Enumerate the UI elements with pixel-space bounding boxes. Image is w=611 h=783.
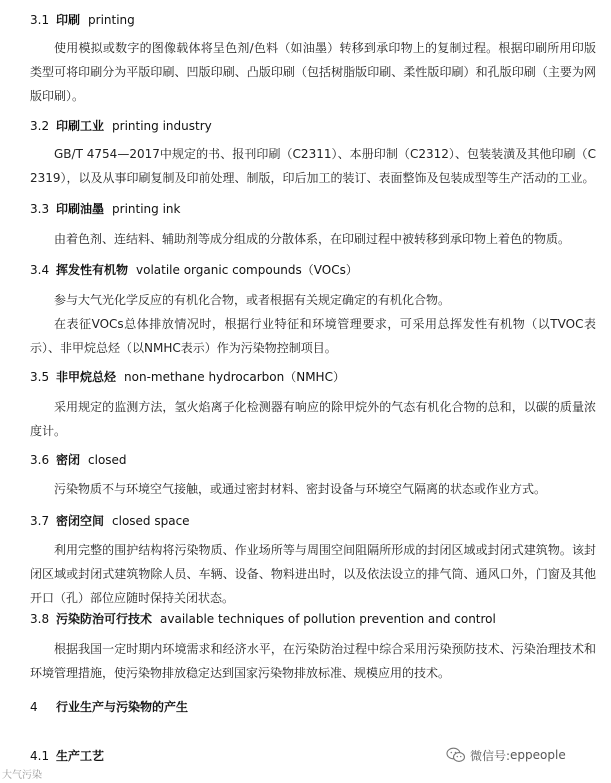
section-paragraph: 使用模拟或数字的图像载体将呈色剂/色料（如油墨）转移到承印物上的复制过程。根据印刷所用印版类型可将印刷分为平版印刷、凹版印刷、凸版印刷（包括树脂版印刷、柔性版印刷）和孔版印刷（主要为网版印刷）。: [30, 41, 596, 103]
subsection-heading: 4.1 生产工艺: [30, 749, 105, 763]
section-heading: 3.4 挥发性有机物 volatile organic compounds（VOCs）: [30, 263, 358, 277]
section-heading: 3.3 印刷油墨 printing ink: [30, 202, 181, 216]
section-heading: 3.7 密闭空间 closed space: [30, 514, 190, 528]
wechat-label: 微信号:: [470, 748, 511, 763]
section-heading: 3.1 印刷 printing: [30, 13, 135, 27]
section-heading: 3.2 印刷工业 printing industry: [30, 119, 212, 133]
section-heading: 3.6 密闭 closed: [30, 453, 127, 467]
section-paragraph: 污染物质不与环境空气接触，或通过密封材料、密封设备与环境空气隔离的状态或作业方式。: [54, 482, 547, 496]
corner-watermark: 大气污染: [2, 770, 42, 781]
section-heading: 3.5 非甲烷总烃 non-methane hydrocarbon（NMHC）: [30, 370, 345, 384]
section-paragraph: 由着色剂、连结料、辅助剂等成分组成的分散体系，在印刷过程中被转移到承印物上着色的物质。: [54, 232, 571, 246]
wechat-id: eppeople: [510, 748, 566, 762]
section-paragraph: 利用完整的围护结构将污染物质、作业场所等与周围空间阻隔所形成的封闭区域或封闭式建筑物。该封闭区域或封闭式建筑物除人员、车辆、设备、物料进出时，以及依法设立的排气筒、通风口外，门窗及其他开口（孔）部位应随时保持关闭状态。: [30, 543, 596, 605]
section-paragraph: 参与大气光化学反应的有机化合物，或者根据有关规定确定的有机化合物。: [54, 293, 451, 307]
section-paragraph: 采用规定的监测方法，氢火焰离子化检测器有响应的除甲烷外的气态有机化合物的总和，以碳的质量浓度计。: [30, 400, 596, 438]
section-paragraph: 根据我国一定时期内环境需求和经济水平，在污染防治过程中综合采用污染预防技术、污染治理技术和环境管理措施，使污染物排放稳定达到国家污染物排放标准、规模应用的技术。: [30, 642, 596, 680]
section-paragraph: GB/T 4754—2017中规定的书、报刊印刷（C2311）、本册印制（C2312）、包装装潢及其他印刷（C2319），以及从事印刷复制及印前处理、制版，印后加工的装订、表面整饰及包装成型等生产活动的工业。: [30, 147, 596, 185]
wechat-watermark: [446, 744, 566, 766]
section-paragraph: 在表征VOCs总体排放情况时，根据行业特征和环境管理要求，可采用总挥发性有机物（以TVOC表示）、非甲烷总烃（以NMHC表示）作为污染物控制项目。: [30, 317, 596, 355]
chapter-heading: 4 行业生产与污染物的产生: [30, 700, 189, 714]
wechat-icon: [446, 747, 466, 763]
section-heading: 3.8 污染防治可行技术 available techniques of pollution prevention and control: [30, 612, 496, 626]
